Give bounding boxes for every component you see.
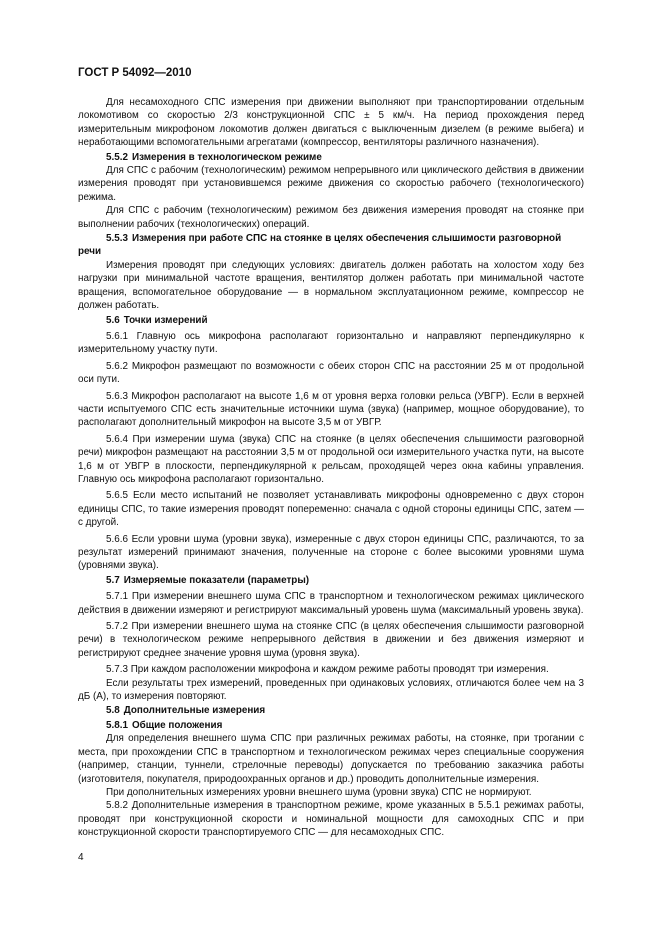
paragraph: 5.6.2 Микрофон размещают по возможности с обеих сторон СПС на расстоянии 25 м от продольной оси пути. [78, 360, 584, 386]
paragraph: Для определения внешнего шума СПС при различных режимах работы, на стоянке, при трогании с места, при прохождении СПС в транспортном и технологическом режимах через специальные сооружения (например, станции, туннели, стрелочные переводы) допускается по требованию заказчика работы (изготовителя, покупателя, природоохранных органов и др.) проводить дополнительные измерения. [78, 733, 584, 785]
paragraph: Для несамоходного СПС измерения при движении выполняют при транспортировании отдельным локомотивом со скоростью 2/3 конструкционной СПС ± 5 км/ч. На период прохождения перед измерительным микрофоном локомотив должен двигаться с выключенным дизелем (в режиме выбега) и неработающими вспомогательными агрегатами (компрессор, вентиляторы различного назначения). [78, 97, 584, 149]
paragraph: 5.6.6 Если уровни шума (уровни звука), измеренные с двух сторон единицы СПС, различаются, то за результат измерений принимают значения, полученные на стороне с более высокими уровнями шума (уровнями звука). [78, 533, 584, 572]
section-title: Измерения в технологическом режиме [131, 151, 322, 163]
section-number: 5.5.3 [106, 233, 128, 245]
section-title: Измеряемые показатели (параметры) [123, 574, 310, 586]
section-number: 5.5.2 [106, 151, 128, 163]
section-number: 5.8.1 [106, 719, 128, 731]
section-number: 5.7 [106, 574, 120, 586]
section-heading [78, 704, 584, 717]
paragraph: 5.7.3 При каждом расположении микрофона и каждом режиме работы проводят три измерения. [106, 664, 549, 676]
section-heading [78, 574, 584, 587]
paragraph: Измерения проводят при следующих условиях: двигатель должен работать на холостом ходу без нагрузки при минимальной частоте вращения, вентилятор должен работать при минимальной частоте вращения, вспомогательное оборудование — в нормальном эксплуатационном режиме, компрессор не должен работать. [78, 259, 584, 312]
section-number: 5.8 [106, 705, 120, 717]
section-number: 5.6 [106, 314, 120, 326]
page-header-title: ГОСТ Р 54092—2010 [78, 67, 192, 79]
paragraph: Для СПС с рабочим (технологическим) режимом непрерывного или циклического действия в движении измерения проводят при установившемся режиме движения со скоростью рабочего (технологического) режима. [78, 165, 584, 203]
section-heading [78, 719, 584, 732]
paragraph: 5.6.5 Если место испытаний не позволяет устанавливать микрофоны одновременно с двух сторон единицы СПС, то такие измерения проводят попеременно: сначала с одной стороны единицы СПС, затем — с другой. [78, 490, 584, 529]
paragraph: Если результаты трех измерений, проведенных при одинаковых условиях, отличаются более чем на 3 дБ (А), то измерения повторяют. [78, 677, 584, 703]
page-number: 4 [78, 852, 84, 863]
section-heading [78, 232, 584, 259]
paragraph: 5.6.1 Главную ось микрофона располагают горизонтально и направляют перпендикулярно к измерительному участку пути. [78, 330, 584, 356]
section-title: Измерения при работе СПС на стоянке в целях обеспечения слышимости разговорной речи [78, 233, 562, 258]
section-heading [78, 314, 584, 327]
section-heading [78, 151, 584, 164]
paragraph: 5.6.3 Микрофон располагают на высоте 1,6 м от уровня верха головки рельса (УВГР). Если в верхней части испытуемого СПС есть значительные источники шума (звука) (например, мощное оборудование), то располагают дополнительный микрофон на высоте 3,5 м от УВГР. [78, 390, 584, 429]
paragraph: При дополнительных измерениях уровни внешнего шума (уровни звука) СПС не нормируют. [106, 786, 532, 798]
section-title: Дополнительные измерения [123, 705, 266, 717]
document-body [78, 96, 584, 840]
paragraph: 5.7.1 При измерении внешнего шума СПС в транспортном и технологическом режимах циклического действия в движении измеряют и регистрируют максимальный уровень шума (максимальный уровень звука). [78, 591, 584, 616]
section-title: Точки измерений [123, 314, 208, 326]
paragraph: 5.6.4 При измерении шума (звука) СПС на стоянке (в целях обеспечения слышимости разговорной речи) микрофон размещают на расстоянии 3,5 м от продольной оси измерительного участка пути, на высоте 1,6 м от УВГР в плоскости, перпендикулярной к рельсам, проходящей через окна кабины управления. Главную ось микрофона располагают горизонтально. [78, 433, 584, 485]
section-title: Общие положения [131, 719, 223, 731]
paragraph: 5.8.2 Дополнительные измерения в транспортном режиме, кроме указанных в 5.5.1 режимах работы, проводят при конструкционной скорости и номинальной мощности для самоходных СПС и при конструкционной скорости транспортируемого СПС — для несамоходных СПС. [78, 800, 584, 839]
paragraph: Для СПС с рабочим (технологическим) режимом без движения измерения проводят на стоянке при выполнении рабочих (технологических) операций. [78, 205, 584, 230]
paragraph: 5.7.2 При измерении внешнего шума на стоянке СПС (в целях обеспечения слышимости разговорной речи) в технологическом режиме непрерывного действия в движении и без движения измеряют и регистрируют среднее значение уровня шума (уровня звука). [78, 621, 584, 659]
